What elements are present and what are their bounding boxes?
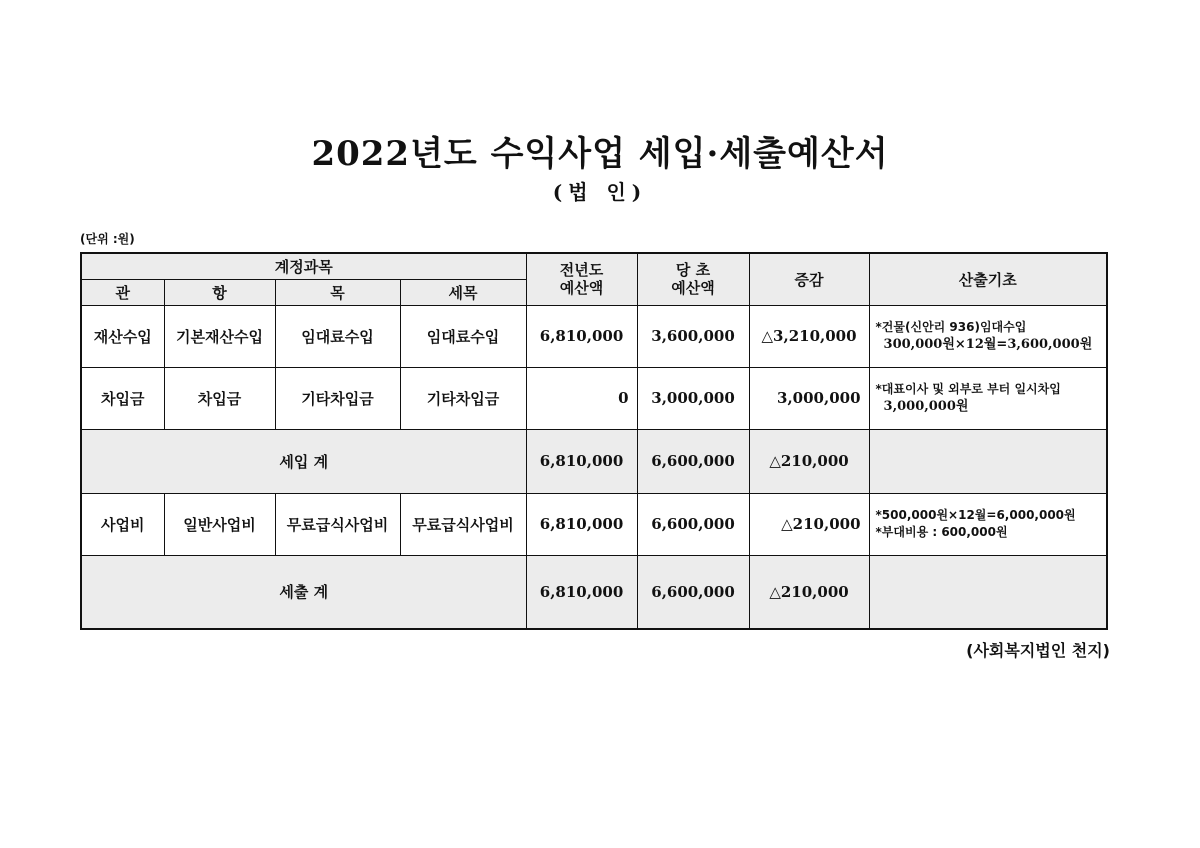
revenue-total-row — [81, 429, 1107, 493]
cell-current: 3,600,000 — [637, 305, 749, 367]
cell-change: 3,000,000 — [749, 367, 869, 429]
cell-semok: 무료급식사업비 — [400, 493, 526, 555]
cell-basis — [869, 367, 1107, 429]
header-mok: 목 — [275, 279, 400, 305]
header-current-line1: 당 초 — [675, 261, 711, 280]
basis-line-1: *건물(신안리 936)임대수입 — [875, 320, 1027, 334]
cell-hang: 차입금 — [164, 367, 275, 429]
cell-change: △210,000 — [749, 493, 869, 555]
revenue-total-basis — [869, 429, 1107, 493]
header-account-group: 계정과목 — [81, 253, 526, 279]
revenue-total-current: 6,600,000 — [637, 429, 749, 493]
cell-mok: 임대료수입 — [275, 305, 400, 367]
expense-total-prev: 6,810,000 — [526, 555, 637, 629]
cell-mok: 기타차입금 — [275, 367, 400, 429]
cell-prev: 6,810,000 — [526, 305, 637, 367]
header-prev-year-line2: 예산액 — [559, 279, 604, 298]
cell-gwan: 차입금 — [81, 367, 164, 429]
expense-total-row — [81, 555, 1107, 629]
header-hang: 항 — [164, 279, 275, 305]
cell-semok: 임대료수입 — [400, 305, 526, 367]
expense-total-current: 6,600,000 — [637, 555, 749, 629]
header-basis: 산출기초 — [869, 253, 1107, 305]
header-semok: 세목 — [400, 279, 526, 305]
header-row-1 — [81, 253, 1107, 279]
header-change: 증감 — [749, 253, 869, 305]
cell-current: 3,000,000 — [637, 367, 749, 429]
organization-name: (사회복지법인 천지) — [966, 641, 1110, 660]
expense-total-label: 세출 계 — [81, 555, 526, 629]
header-current-line2: 예산액 — [671, 279, 715, 298]
expense-total-change: △210,000 — [749, 555, 869, 629]
cell-prev: 6,810,000 — [526, 493, 637, 555]
cell-gwan: 사업비 — [81, 493, 164, 555]
table-row — [81, 493, 1107, 555]
revenue-total-change: △210,000 — [749, 429, 869, 493]
cell-hang: 기본재산수입 — [164, 305, 275, 367]
cell-basis — [869, 305, 1107, 367]
cell-prev: 0 — [526, 367, 637, 429]
cell-basis — [869, 493, 1107, 555]
revenue-total-prev: 6,810,000 — [526, 429, 637, 493]
basis-line-2: 3,000,000원 — [883, 399, 969, 414]
header-current — [637, 253, 749, 305]
table-row — [81, 305, 1107, 367]
header-gwan: 관 — [81, 279, 164, 305]
cell-hang: 일반사업비 — [164, 493, 275, 555]
basis-line-2: 300,000원×12월=3,600,000원 — [883, 337, 1093, 352]
header-prev-year-line1: 전년도 — [559, 261, 604, 280]
budget-table — [80, 252, 1108, 630]
cell-mok: 무료급식사업비 — [275, 493, 400, 555]
basis-line-1: *대표이사 및 외부로 부터 일시차입 — [875, 382, 1061, 396]
table-row — [81, 367, 1107, 429]
revenue-total-label: 세입 계 — [81, 429, 526, 493]
cell-change: △3,210,000 — [749, 305, 869, 367]
expense-total-basis — [869, 555, 1107, 629]
basis-line-1: *500,000원×12월=6,000,000원 — [875, 508, 1076, 522]
document-subtitle: (법 인) — [552, 180, 648, 204]
unit-label: (단위 :원) — [80, 232, 135, 246]
cell-current: 6,600,000 — [637, 493, 749, 555]
basis-line-2: *부대비용 : 600,000원 — [875, 525, 1008, 539]
cell-semok: 기타차입금 — [400, 367, 526, 429]
cell-gwan: 재산수입 — [81, 305, 164, 367]
document-title: 2022년도 수익사업 세입·세출예산서 — [311, 134, 889, 174]
header-prev-year — [526, 253, 637, 305]
